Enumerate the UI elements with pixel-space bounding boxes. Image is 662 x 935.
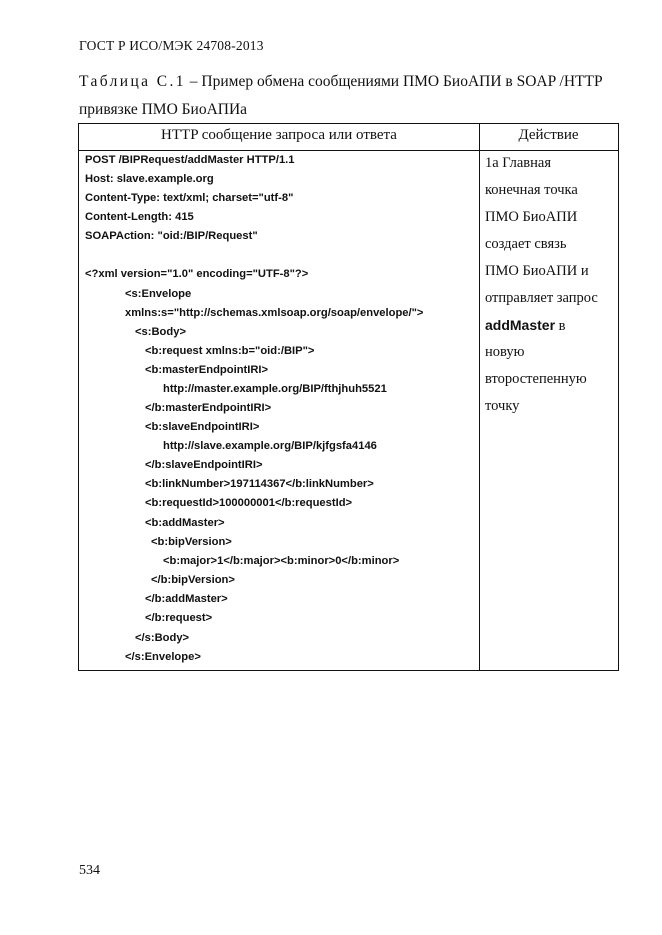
table-caption xyxy=(79,68,619,124)
code-line: <b:major>1</b:major><b:minor>0</b:minor> xyxy=(163,555,400,567)
code-line: http://slave.example.org/BIP/kjfgsfa4146 xyxy=(163,440,377,452)
code-line: <b:request xmlns:b="oid:/BIP"> xyxy=(145,345,315,357)
code-line: xmlns:s="http://schemas.xmlsoap.org/soap/envelope/"> xyxy=(125,307,424,319)
code-line: </s:Envelope> xyxy=(125,651,201,663)
caption-label: Таблица С.1 xyxy=(79,73,186,90)
code-line: <b:masterEndpointIRI> xyxy=(145,364,269,376)
code-line: SOAPAction: "oid:/BIP/Request" xyxy=(85,230,258,242)
code-line: <b:bipVersion> xyxy=(151,536,232,548)
page-number: 534 xyxy=(79,863,100,878)
code-line: <b:slaveEndpointIRI> xyxy=(145,421,260,433)
action-line: конечная точка xyxy=(485,182,578,198)
code-line: </s:Body> xyxy=(135,632,190,644)
code-line: </b:masterEndpointIRI> xyxy=(145,402,272,414)
code-line: </b:bipVersion> xyxy=(151,574,235,586)
column-header-action: Действие xyxy=(518,127,579,143)
code-line: </b:addMaster> xyxy=(145,593,228,605)
code-line: http://master.example.org/BIP/fthjhuh5521 xyxy=(163,383,387,395)
code-line: </b:request> xyxy=(145,612,213,624)
action-line: новую xyxy=(485,344,525,360)
code-line: <s:Envelope xyxy=(125,288,192,300)
action-line: ПМО БиоАПИ и xyxy=(485,263,589,279)
header-divider xyxy=(79,150,618,151)
action-keyword-suffix: в xyxy=(558,318,566,334)
action-line: точку xyxy=(485,398,520,414)
code-line: <b:linkNumber>197114367</b:linkNumber> xyxy=(145,478,374,490)
action-line: ПМО БиоАПИ xyxy=(485,209,578,225)
code-line: <?xml version="1.0" encoding="UTF-8"?> xyxy=(85,268,309,280)
action-line: создает связь xyxy=(485,236,567,252)
code-line: <b:requestId>100000001</b:requestId> xyxy=(145,497,353,509)
code-line: Content-Length: 415 xyxy=(85,211,194,223)
caption-line-1 xyxy=(79,68,619,96)
action-line: второстепенную xyxy=(485,371,587,387)
code-line: POST /BIPRequest/addMaster HTTP/1.1 xyxy=(85,154,295,166)
code-line: <s:Body> xyxy=(135,326,186,338)
caption-text-1: – Пример обмена сообщениями ПМО БиоАПИ в SOAP /HTTP xyxy=(189,73,603,90)
column-divider xyxy=(479,124,480,670)
column-header-message: HTTP сообщение запроса или ответа xyxy=(161,127,397,143)
code-line: Content-Type: text/xml; charset="utf-8" xyxy=(85,192,294,204)
document-header: ГОСТ Р ИСО/МЭК 24708-2013 xyxy=(79,38,264,53)
action-keyword: addMaster xyxy=(485,317,556,333)
caption-line-2: привязке ПМО БиоАПИа xyxy=(79,101,248,118)
code-line: <b:addMaster> xyxy=(145,517,225,529)
message-table xyxy=(78,123,619,671)
action-line: отправляет запрос xyxy=(485,290,598,306)
action-line xyxy=(485,316,566,335)
code-line: Host: slave.example.org xyxy=(85,173,214,185)
action-line: 1а Главная xyxy=(485,155,551,171)
code-line: </b:slaveEndpointIRI> xyxy=(145,459,263,471)
